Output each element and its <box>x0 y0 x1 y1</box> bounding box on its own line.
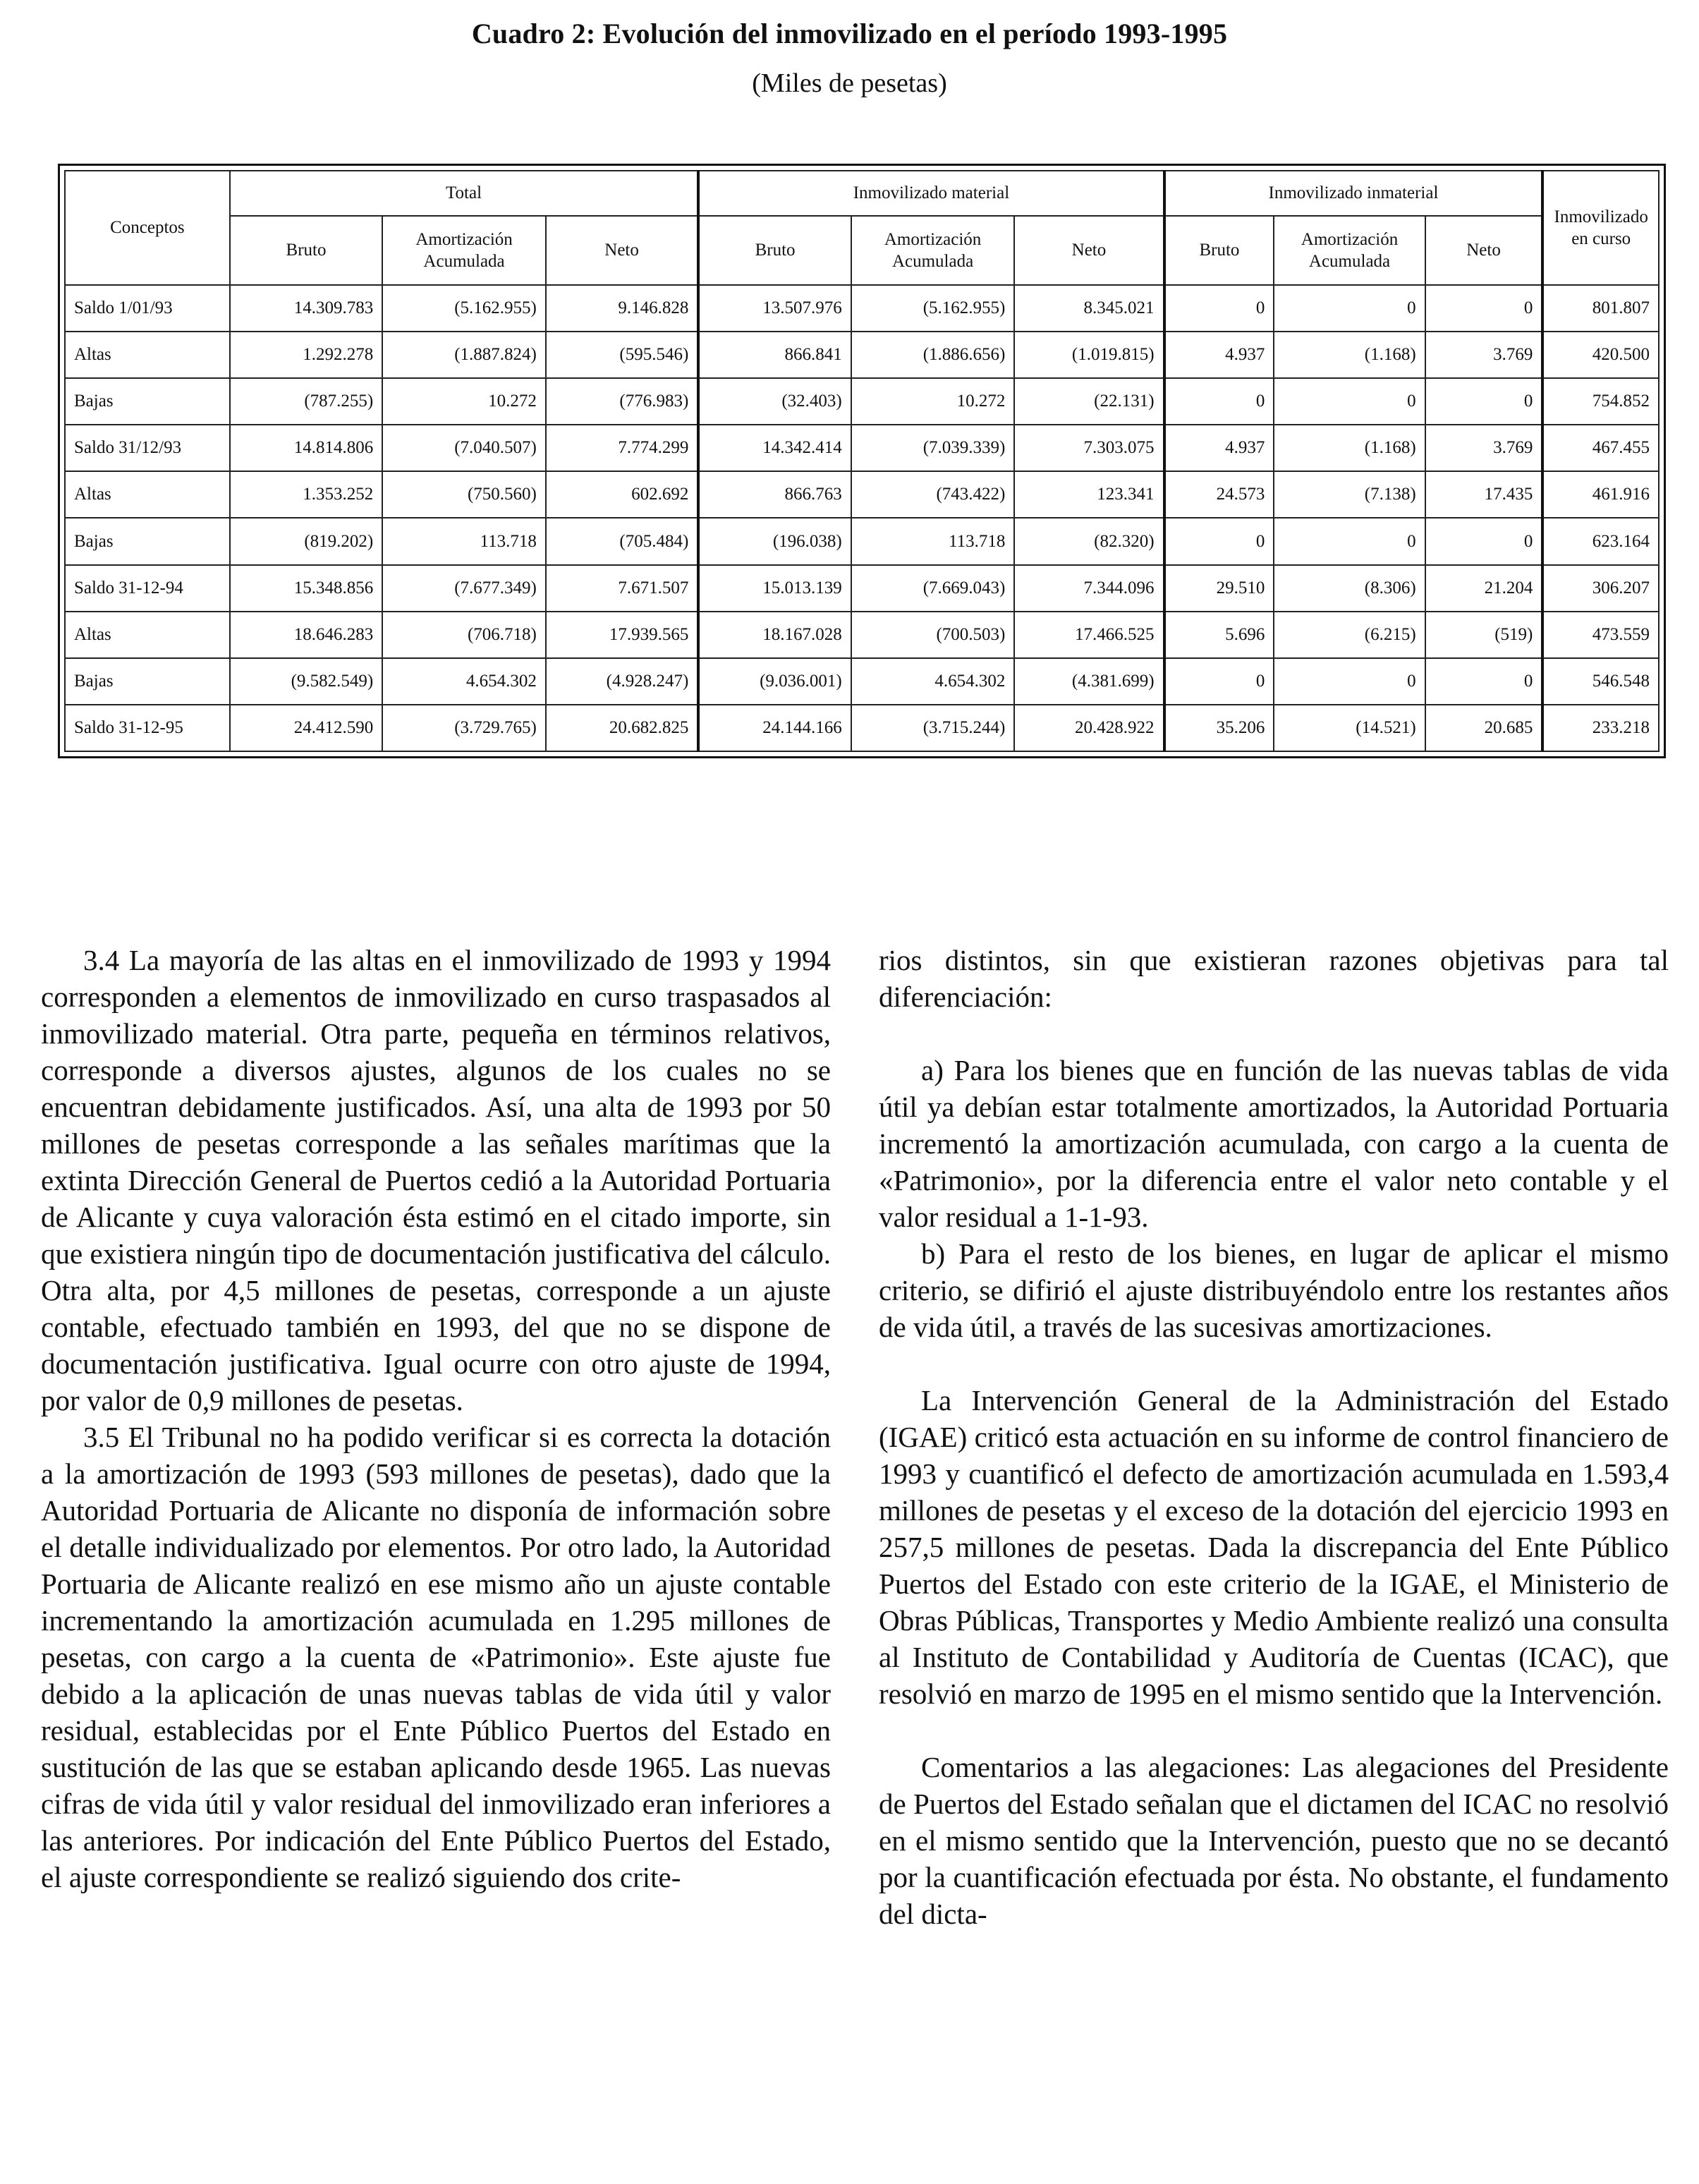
cell-material-amortizacion: (5.162.955) <box>851 285 1015 332</box>
cell-material-bruto: 866.763 <box>698 471 851 518</box>
paragraph-item-a: a) Para los bienes que en función de las nuevas tablas de vida útil ya debían estar totalmente amortizados, la Autoridad Portuaria incrementó la amortización acumulada, con cargo a la cuenta de «Patrimonio», por la diferencia entre el valor neto contable y el valor residual a 1-1-93. <box>879 1054 1669 1233</box>
cell-curso: 306.207 <box>1542 565 1659 612</box>
cell-material-bruto: 14.342.414 <box>698 425 851 471</box>
table-title: Cuadro 2: Evolución del inmovilizado en el período 1993-1995 <box>471 18 1228 49</box>
cell-total-bruto: 1.292.278 <box>230 332 382 378</box>
row-concept: Saldo 31-12-95 <box>65 705 230 751</box>
cell-total-amortizacion: (750.560) <box>382 471 546 518</box>
cell-inmaterial-bruto: 24.573 <box>1164 471 1274 518</box>
cell-curso: 461.916 <box>1542 471 1659 518</box>
row-concept: Saldo 31-12-94 <box>65 565 230 612</box>
cell-material-neto: (4.381.699) <box>1014 658 1164 705</box>
row-concept: Altas <box>65 332 230 378</box>
cell-inmaterial-neto: (519) <box>1425 612 1543 658</box>
cell-material-neto: 7.344.096 <box>1014 565 1164 612</box>
row-concept: Bajas <box>65 518 230 564</box>
cell-total-neto: 7.774.299 <box>546 425 698 471</box>
header-total-neto: Neto <box>546 216 698 285</box>
row-concept: Saldo 31/12/93 <box>65 425 230 471</box>
body-text <box>41 942 1670 2169</box>
paragraph-3-5: 3.5 El Tribunal no ha podido verificar si es correcta la dotación a la amortización de 1993 (593 millones de pesetas), dado que la Autoridad Portuaria de Alicante no disponía de información sobre el detalle individualizado por elementos. Por otro lado, la Autoridad Portuaria de Alicante realizó en ese mismo año un ajuste contable incrementando la amortización acumulada en 1.295 millones de pesetas, con cargo a la cuenta de «Patrimonio». Este ajuste fue debido a la aplicación de unas nuevas tablas de vida útil y valor residual, establecidas por el Ente Público Puertos del Estado en sustitución de las que se estaban aplicando desde 1965. Las nuevas cifras de vida útil y valor residual del inmovilizado eran inferiores a las anteriores. Por indicación del Ente Público Puertos del Estado, el ajuste correspondiente se realizó siguiendo dos crite- <box>41 1421 831 1893</box>
cell-material-amortizacion: (700.503) <box>851 612 1015 658</box>
header-inmovilizado-curso: Inmovilizado en curso <box>1542 171 1659 285</box>
cell-total-amortizacion: 113.718 <box>382 518 546 564</box>
cell-total-neto: 9.146.828 <box>546 285 698 332</box>
cell-total-bruto: (787.255) <box>230 378 382 425</box>
data-table <box>64 170 1660 752</box>
cell-curso: 801.807 <box>1542 285 1659 332</box>
cell-inmaterial-bruto: 4.937 <box>1164 332 1274 378</box>
cell-curso: 546.548 <box>1542 658 1659 705</box>
table-row <box>65 565 1659 612</box>
cell-total-bruto: 24.412.590 <box>230 705 382 751</box>
cell-total-amortizacion: (706.718) <box>382 612 546 658</box>
header-inmaterial-amortizacion: Amortización Acumulada <box>1274 216 1425 285</box>
cell-material-bruto: (9.036.001) <box>698 658 851 705</box>
cell-total-bruto: 14.814.806 <box>230 425 382 471</box>
cell-material-bruto: 18.167.028 <box>698 612 851 658</box>
cell-material-neto: 123.341 <box>1014 471 1164 518</box>
cell-inmaterial-neto: 21.204 <box>1425 565 1543 612</box>
cell-inmaterial-neto: 0 <box>1425 658 1543 705</box>
row-concept: Altas <box>65 612 230 658</box>
cell-material-amortizacion: (7.039.339) <box>851 425 1015 471</box>
table-row <box>65 471 1659 518</box>
cell-inmaterial-neto: 3.769 <box>1425 425 1543 471</box>
header-material-neto: Neto <box>1014 216 1164 285</box>
cell-inmaterial-bruto: 29.510 <box>1164 565 1274 612</box>
cell-inmaterial-amortizacion: (6.215) <box>1274 612 1425 658</box>
cell-inmaterial-amortizacion: 0 <box>1274 518 1425 564</box>
cell-material-neto: (82.320) <box>1014 518 1164 564</box>
cell-material-bruto: 13.507.976 <box>698 285 851 332</box>
cell-inmaterial-bruto: 4.937 <box>1164 425 1274 471</box>
cell-inmaterial-amortizacion: (1.168) <box>1274 425 1425 471</box>
cell-total-neto: 20.682.825 <box>546 705 698 751</box>
cell-total-bruto: 15.348.856 <box>230 565 382 612</box>
cell-material-neto: (22.131) <box>1014 378 1164 425</box>
cell-material-neto: 7.303.075 <box>1014 425 1164 471</box>
cell-total-bruto: 18.646.283 <box>230 612 382 658</box>
cell-total-amortizacion: (5.162.955) <box>382 285 546 332</box>
header-material-bruto: Bruto <box>698 216 851 285</box>
header-total-amortizacion: Amortización Acumulada <box>382 216 546 285</box>
cell-inmaterial-neto: 20.685 <box>1425 705 1543 751</box>
table-row <box>65 425 1659 471</box>
cell-material-amortizacion: 113.718 <box>851 518 1015 564</box>
cell-total-neto: 17.939.565 <box>546 612 698 658</box>
cell-material-amortizacion: 4.654.302 <box>851 658 1015 705</box>
cell-inmaterial-amortizacion: (7.138) <box>1274 471 1425 518</box>
cell-total-amortizacion: 10.272 <box>382 378 546 425</box>
header-total: Total <box>230 171 699 216</box>
cell-inmaterial-bruto: 5.696 <box>1164 612 1274 658</box>
cell-inmaterial-bruto: 0 <box>1164 658 1274 705</box>
cell-total-neto: 602.692 <box>546 471 698 518</box>
paragraph-continuation: rios distintos, sin que existieran razones objetivas para tal diferenciación: <box>879 944 1669 1013</box>
cell-inmaterial-amortizacion: 0 <box>1274 378 1425 425</box>
table-row <box>65 518 1659 564</box>
cell-total-neto: 7.671.507 <box>546 565 698 612</box>
cell-material-bruto: 866.841 <box>698 332 851 378</box>
table-body <box>65 285 1659 751</box>
paragraph-3-4: 3.4 La mayoría de las altas en el inmovilizado de 1993 y 1994 corresponden a elementos de inmovilizado en curso traspasados al inmovilizado material. Otra parte, pequeña en términos relativos, corresponde a diversos ajustes, algunos de los cuales no se encuentran debidamente justificados. Así, una alta de 1993 por 50 millones de pesetas corresponde a las señales marítimas que la extinta Dirección General de Puertos cedió a la Autoridad Portuaria de Alicante y cuya valoración ésta estimó en el citado importe, sin que existiera ningún tipo de documentación justificativa del cálculo. Otra alta, por 4,5 millones de pesetas, corresponde a un ajuste contable, efectuado también en 1993, del que no se dispone de documentación justificativa. Igual ocurre con otro ajuste de 1994, por valor de 0,9 millones de pesetas. <box>41 944 831 1416</box>
cell-total-neto: (4.928.247) <box>546 658 698 705</box>
paragraph-item-b: b) Para el resto de los bienes, en lugar de aplicar el mismo criterio, se difirió el ajuste distribuyéndolo entre los restantes años de vida útil, a través de las sucesivas amortizaciones. <box>879 1237 1669 1343</box>
cell-inmaterial-neto: 17.435 <box>1425 471 1543 518</box>
cell-inmaterial-bruto: 35.206 <box>1164 705 1274 751</box>
cell-inmaterial-neto: 0 <box>1425 285 1543 332</box>
cell-inmaterial-amortizacion: 0 <box>1274 285 1425 332</box>
header-inmovilizado-material: Inmovilizado material <box>698 171 1164 216</box>
cell-material-bruto: 15.013.139 <box>698 565 851 612</box>
cell-material-bruto: (32.403) <box>698 378 851 425</box>
cell-inmaterial-amortizacion: (14.521) <box>1274 705 1425 751</box>
cell-inmaterial-bruto: 0 <box>1164 518 1274 564</box>
table-subtitle: (Miles de pesetas) <box>752 68 947 98</box>
cell-material-neto: 20.428.922 <box>1014 705 1164 751</box>
header-material-amortizacion: Amortización Acumulada <box>851 216 1015 285</box>
cell-inmaterial-bruto: 0 <box>1164 378 1274 425</box>
cell-total-neto: (776.983) <box>546 378 698 425</box>
cell-material-neto: 17.466.525 <box>1014 612 1164 658</box>
cell-total-bruto: (9.582.549) <box>230 658 382 705</box>
cell-total-amortizacion: (3.729.765) <box>382 705 546 751</box>
table-row <box>65 612 1659 658</box>
header-total-bruto: Bruto <box>230 216 382 285</box>
cell-curso: 467.455 <box>1542 425 1659 471</box>
cell-material-amortizacion: (3.715.244) <box>851 705 1015 751</box>
cell-total-amortizacion: (1.887.824) <box>382 332 546 378</box>
cell-total-bruto: 14.309.783 <box>230 285 382 332</box>
table-row <box>65 658 1659 705</box>
cell-material-neto: (1.019.815) <box>1014 332 1164 378</box>
cell-curso: 473.559 <box>1542 612 1659 658</box>
cell-curso: 754.852 <box>1542 378 1659 425</box>
data-table-frame <box>58 164 1666 758</box>
cell-total-neto: (705.484) <box>546 518 698 564</box>
cell-material-amortizacion: (7.669.043) <box>851 565 1015 612</box>
cell-material-bruto: (196.038) <box>698 518 851 564</box>
header-inmaterial-neto: Neto <box>1425 216 1543 285</box>
cell-material-amortizacion: (743.422) <box>851 471 1015 518</box>
row-concept: Saldo 1/01/93 <box>65 285 230 332</box>
cell-curso: 233.218 <box>1542 705 1659 751</box>
cell-total-amortizacion: 4.654.302 <box>382 658 546 705</box>
cell-total-amortizacion: (7.677.349) <box>382 565 546 612</box>
cell-material-neto: 8.345.021 <box>1014 285 1164 332</box>
cell-material-bruto: 24.144.166 <box>698 705 851 751</box>
paragraph-comentarios: Comentarios a las alegaciones: Las alegaciones del Presidente de Puertos del Estado señalan que el dictamen del ICAC no resolvió en el mismo sentido que la Intervención, puesto que no se decantó por la cuantificación efectuada por ésta. No obstante, el fundamento del dicta- <box>879 1751 1669 1930</box>
cell-inmaterial-amortizacion: (8.306) <box>1274 565 1425 612</box>
cell-curso: 623.164 <box>1542 518 1659 564</box>
header-inmovilizado-inmaterial: Inmovilizado inmaterial <box>1164 171 1543 216</box>
cell-inmaterial-neto: 3.769 <box>1425 332 1543 378</box>
text-column-right <box>879 942 1669 1932</box>
cell-inmaterial-neto: 0 <box>1425 378 1543 425</box>
row-concept: Altas <box>65 471 230 518</box>
table-row <box>65 332 1659 378</box>
header-conceptos: Conceptos <box>65 171 230 285</box>
cell-total-bruto: (819.202) <box>230 518 382 564</box>
row-concept: Bajas <box>65 378 230 425</box>
cell-total-bruto: 1.353.252 <box>230 471 382 518</box>
table-row <box>65 705 1659 751</box>
row-concept: Bajas <box>65 658 230 705</box>
cell-total-neto: (595.546) <box>546 332 698 378</box>
cell-inmaterial-amortizacion: (1.168) <box>1274 332 1425 378</box>
cell-inmaterial-neto: 0 <box>1425 518 1543 564</box>
cell-inmaterial-amortizacion: 0 <box>1274 658 1425 705</box>
header-inmaterial-bruto: Bruto <box>1164 216 1274 285</box>
text-column-left <box>41 942 831 1895</box>
cell-material-amortizacion: (1.886.656) <box>851 332 1015 378</box>
cell-inmaterial-bruto: 0 <box>1164 285 1274 332</box>
table-row <box>65 285 1659 332</box>
table-row <box>65 378 1659 425</box>
cell-curso: 420.500 <box>1542 332 1659 378</box>
paragraph-igae: La Intervención General de la Administración del Estado (IGAE) criticó esta actuación en su informe de control financiero de 1993 y cuantificó el defecto de amortización acumulada en 1.593,4 millones de pesetas y el exceso de la dotación del ejercicio 1993 en 257,5 millones de pesetas. Dada la discrepancia del Ente Público Puertos del Estado con este criterio de la IGAE, el Ministerio de Obras Públicas, Transportes y Medio Ambiente realizó una consulta al Instituto de Contabilidad y Auditoría de Cuentas (ICAC), que resolvió en marzo de 1995 en el mismo sentido que la Intervención. <box>879 1384 1669 1710</box>
cell-total-amortizacion: (7.040.507) <box>382 425 546 471</box>
cell-material-amortizacion: 10.272 <box>851 378 1015 425</box>
